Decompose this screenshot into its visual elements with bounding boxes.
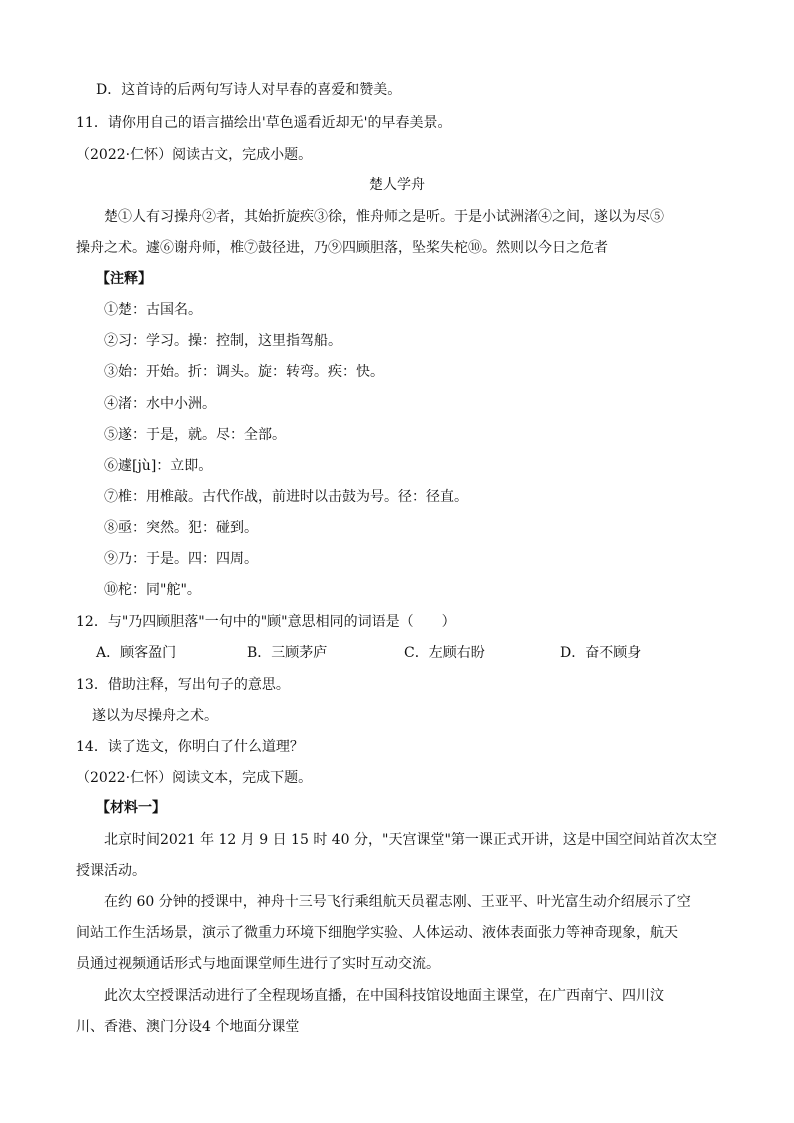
option-12-c: C．左顾右盼 (404, 645, 485, 661)
option-d-line: D．这首诗的后两句写诗人对早春的喜爱和赞美。 (96, 82, 402, 98)
note-2: ②习：学习。操：控制，这里指驾船。 (104, 333, 342, 349)
question-13-sentence: 遂以为尽操舟之术。 (92, 708, 218, 724)
passage-title: 楚人学舟 (369, 177, 425, 193)
option-12-b: B．三顾茅庐 (247, 645, 328, 661)
material-line-4: 间站工作生活场景，演示了微重力环境下细胞学实验、人体运动、液体表面张力等神奇现象，航天 (76, 925, 678, 941)
notes-heading: 【注释】 (96, 271, 152, 287)
note-3: ③始：开始。折：调头。旋：转弯。疾：快。 (104, 364, 384, 380)
material-line-2: 授课活动。 (76, 863, 146, 879)
option-12-d: D．奋不顾身 (560, 645, 642, 661)
material-line-1: 北京时间2021 年 12 月 9 日 15 时 40 分，"天宫课堂"第一课正式开讲，这是中国空间站首次太空 (104, 832, 717, 848)
question-11: 11．请你用自己的语言描绘出'草色遥看近却无'的早春美景。 (76, 115, 452, 131)
material-1-heading: 【材料一】 (96, 800, 166, 816)
note-7: ⑦椎：用椎敲。古代作战，前进时以击鼓为号。径：径直。 (104, 489, 468, 505)
note-6: ⑥遽[jù]：立即。 (104, 458, 213, 474)
question-12: 12．与"乃四顾胆落"一句中的"顾"意思相同的词语是（ ） (76, 614, 456, 630)
source-label-2: （2022·仁怀）阅读文本，完成下题。 (76, 770, 313, 786)
material-line-7: 川、香港、澳门分设4 个地面分课堂 (76, 1019, 300, 1035)
option-12-a: A．顾客盈门 (96, 645, 177, 661)
note-10: ⑩柁：同"舵"。 (104, 582, 201, 598)
material-line-3: 在约 60 分钟的授课中，神舟十三号飞行乘组航天员翟志刚、王亚平、叶光富生动介绍展示了空 (104, 894, 691, 910)
note-5: ⑤遂：于是，就。尽：全部。 (104, 427, 286, 443)
note-9: ⑨乃：于是。四：四周。 (104, 551, 258, 567)
question-14: 14．读了选文，你明白了什么道理？ (76, 739, 304, 755)
material-line-5: 员通过视频通话形式与地面课堂师生进行了实时互动交流。 (76, 956, 440, 972)
passage-line-1: 楚①人有习操舟②者，其始折旋疾③徐，惟舟师之是听。于是小试洲渚④之间，遂以为尽⑤ (104, 209, 664, 225)
note-8: ⑧亟：突然。犯：碰到。 (104, 520, 258, 536)
question-13: 13．借助注释，写出句子的意思。 (76, 677, 290, 693)
material-line-6: 此次太空授课活动进行了全程现场直播，在中国科技馆设地面主课堂，在广西南宁、四川汶 (104, 988, 664, 1004)
source-label-1: （2022·仁怀）阅读古文，完成小题。 (76, 147, 313, 163)
note-4: ④渚：水中小洲。 (104, 396, 216, 412)
passage-line-2: 操舟之术。遽⑥谢舟师，椎⑦鼓径进，乃⑨四顾胆落，坠桨失柁⑩。然则以今日之危者 (76, 240, 608, 256)
note-1: ①楚：古国名。 (104, 302, 202, 318)
